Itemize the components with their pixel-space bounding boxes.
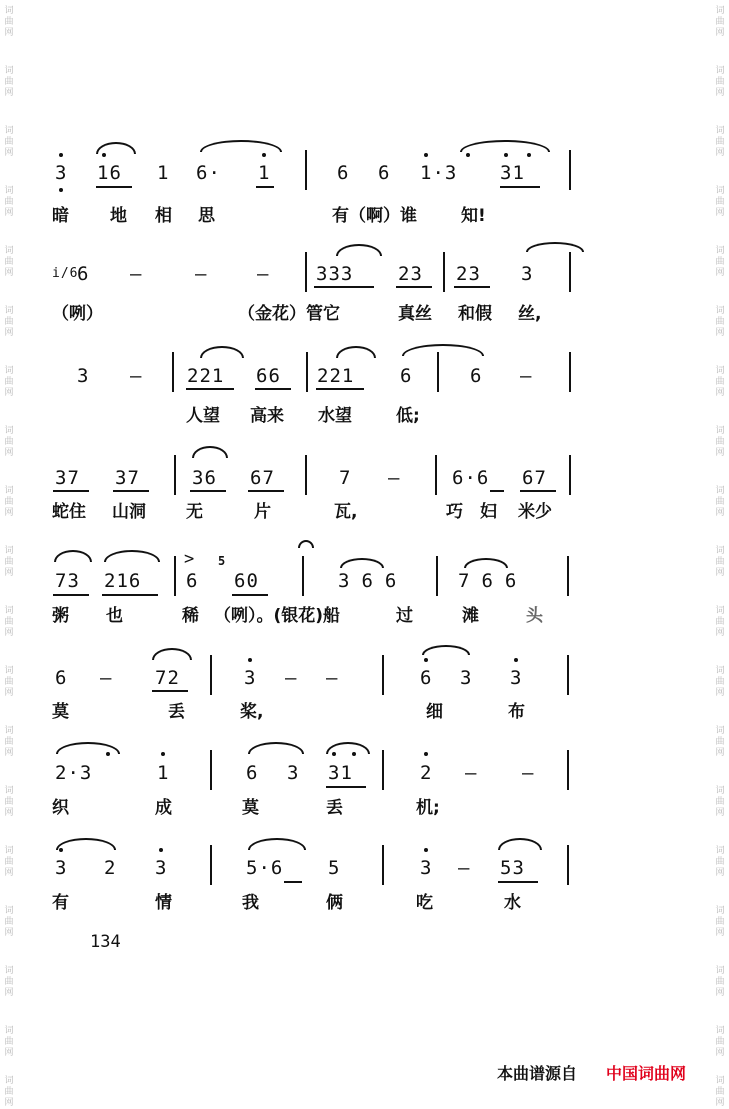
note: 67 xyxy=(250,467,275,489)
lyric: （咧）。(银花)船 xyxy=(214,606,341,626)
note: 3 xyxy=(460,667,473,689)
lyric: 暗 xyxy=(52,206,69,226)
watermark-text: 词曲网 xyxy=(715,846,725,878)
note: 3 xyxy=(55,162,68,184)
octave-dot xyxy=(248,658,252,662)
bar-line xyxy=(443,252,445,292)
bar-line xyxy=(172,352,174,392)
note: 3 xyxy=(55,857,68,879)
watermark-text: 词曲网 xyxy=(715,546,725,578)
note: 73 xyxy=(55,570,80,592)
octave-dot xyxy=(161,752,165,756)
dash: — xyxy=(388,467,401,489)
note: 6 xyxy=(400,365,413,387)
note: 5·6 xyxy=(246,857,284,879)
lyric: 水 xyxy=(504,893,521,913)
bar-line xyxy=(567,556,569,596)
bar-line xyxy=(437,352,439,392)
lyric: 水望 xyxy=(318,406,352,426)
lyric: 桨, xyxy=(240,702,264,722)
slur xyxy=(326,742,370,754)
bar-line xyxy=(382,655,384,695)
watermark-text: 词曲网 xyxy=(715,1026,725,1058)
watermark-text: 词曲网 xyxy=(715,726,725,758)
lyric: （金花）管它 xyxy=(238,304,340,324)
bar-line xyxy=(210,845,212,885)
dash: — xyxy=(130,263,143,285)
lyric: 机; xyxy=(416,798,440,818)
bar-line xyxy=(305,150,307,190)
octave-dot xyxy=(527,153,531,157)
slur xyxy=(56,742,120,754)
watermark-text: 词曲网 xyxy=(715,486,725,518)
lyric: 细 xyxy=(426,702,443,722)
lyric: 真丝 xyxy=(398,304,432,324)
rhythm-underline xyxy=(520,490,556,492)
watermark-text: 词曲网 xyxy=(715,186,725,218)
lyric: 丢 xyxy=(326,798,343,818)
watermark-text: 词曲网 xyxy=(4,306,14,338)
slur xyxy=(336,244,382,256)
octave-dot xyxy=(424,752,428,756)
bar-line xyxy=(567,655,569,695)
lyric: 蛇住 xyxy=(52,502,86,522)
lyric: 有 xyxy=(52,893,69,913)
footer-site-link[interactable]: 中国词曲网 xyxy=(606,1064,687,1083)
watermark-text: 词曲网 xyxy=(4,1076,14,1108)
note: 23 xyxy=(398,263,423,285)
slur xyxy=(248,742,304,754)
bar-line xyxy=(210,655,212,695)
slur xyxy=(340,558,384,568)
rhythm-underline xyxy=(396,286,432,288)
dash: — xyxy=(326,667,339,689)
rhythm-underline xyxy=(498,881,538,883)
lyric: 思 xyxy=(198,206,215,226)
lyric: 高来 xyxy=(250,406,284,426)
slur xyxy=(152,648,192,660)
note: 3 xyxy=(510,667,523,689)
watermark-text: 词曲网 xyxy=(4,966,14,998)
watermark-text: 词曲网 xyxy=(4,546,14,578)
watermark-text: 词曲网 xyxy=(715,666,725,698)
lyric: 和假 xyxy=(458,304,492,324)
octave-dot xyxy=(514,658,518,662)
note: 2 xyxy=(104,857,117,879)
octave-dot xyxy=(424,848,428,852)
lyric: 地 xyxy=(110,206,127,226)
rhythm-underline xyxy=(152,690,188,692)
note: 7 xyxy=(339,467,352,489)
rhythm-underline xyxy=(96,186,132,188)
note: 60 xyxy=(234,570,259,592)
lyric: 织 xyxy=(52,798,69,818)
note: 36 xyxy=(192,467,217,489)
slur xyxy=(526,242,584,252)
note: 31 xyxy=(328,762,353,784)
watermark-text: 词曲网 xyxy=(4,126,14,158)
note: 6 xyxy=(77,263,90,285)
note: 6 xyxy=(378,162,391,184)
dash: — xyxy=(458,857,471,879)
slur xyxy=(498,838,542,850)
watermark-text: 词曲网 xyxy=(4,726,14,758)
bar-line xyxy=(569,252,571,292)
slur xyxy=(336,346,376,358)
watermark-text: 词曲网 xyxy=(4,1026,14,1058)
bar-line xyxy=(567,845,569,885)
watermark-text: 词曲网 xyxy=(4,906,14,938)
lyric: 粥 xyxy=(52,606,69,626)
octave-dot xyxy=(262,153,266,157)
watermark-text: 词曲网 xyxy=(4,6,14,38)
note: 1 xyxy=(157,162,170,184)
bar-line xyxy=(306,352,308,392)
dash: — xyxy=(522,762,535,784)
page-number: 134 xyxy=(90,932,121,952)
note: 5 xyxy=(328,857,341,879)
lyric: （咧） xyxy=(52,304,103,324)
note: 67 xyxy=(522,467,547,489)
slur xyxy=(248,838,306,850)
slur xyxy=(96,142,136,154)
slur xyxy=(54,550,92,562)
lyric: 瓦, xyxy=(334,502,358,522)
watermark-column-right xyxy=(711,0,729,1109)
bar-line xyxy=(382,845,384,885)
rhythm-underline xyxy=(500,186,540,188)
rhythm-underline xyxy=(314,286,374,288)
watermark-text: 词曲网 xyxy=(715,306,725,338)
watermark-text: 词曲网 xyxy=(4,606,14,638)
octave-dot xyxy=(504,153,508,157)
slur xyxy=(402,344,484,356)
lyric: 滩 xyxy=(462,606,479,626)
note: 37 xyxy=(115,467,140,489)
watermark-text: 词曲网 xyxy=(4,186,14,218)
watermark-text: 词曲网 xyxy=(4,246,14,278)
lyric: 情 xyxy=(155,893,172,913)
rhythm-underline xyxy=(284,881,302,883)
note: 221 xyxy=(187,365,225,387)
note: 3 xyxy=(287,762,300,784)
watermark-text: 词曲网 xyxy=(715,786,725,818)
rhythm-underline xyxy=(53,594,89,596)
octave-dot xyxy=(59,188,63,192)
note: 53 xyxy=(500,857,525,879)
bar-line xyxy=(436,556,438,596)
watermark-text: 词曲网 xyxy=(715,606,725,638)
note: 216 xyxy=(104,570,142,592)
slur xyxy=(200,346,244,358)
note: 3 xyxy=(420,857,433,879)
slur xyxy=(422,645,470,655)
lyric: 布 xyxy=(508,702,525,722)
watermark-text: 词曲网 xyxy=(715,366,725,398)
note: 3 xyxy=(155,857,168,879)
rhythm-underline xyxy=(248,490,284,492)
rhythm-underline xyxy=(53,490,89,492)
lyric: 丢 xyxy=(168,702,185,722)
grace-note: i/6 xyxy=(52,266,79,281)
note: 6· xyxy=(196,162,221,184)
note: 6·6 xyxy=(452,467,490,489)
lyric: 丝, xyxy=(518,304,542,324)
lyric: 妇 xyxy=(480,502,497,522)
bar-line xyxy=(567,750,569,790)
dash: — xyxy=(285,667,298,689)
octave-dot xyxy=(424,153,428,157)
octave-dot xyxy=(159,848,163,852)
note: 3 xyxy=(244,667,257,689)
rhythm-underline xyxy=(232,594,268,596)
note: 16 xyxy=(97,162,122,184)
note: 366 xyxy=(338,570,409,592)
bar-line xyxy=(569,455,571,495)
accent-mark: > xyxy=(184,549,196,569)
watermark-text: 词曲网 xyxy=(715,6,725,38)
note: 72 xyxy=(155,667,180,689)
octave-dot xyxy=(424,658,428,662)
note: 66 xyxy=(256,365,281,387)
lyric: 俩 xyxy=(326,893,343,913)
note: 1 xyxy=(258,162,271,184)
note: 6 xyxy=(470,365,483,387)
watermark-text: 词曲网 xyxy=(715,246,725,278)
note: 23 xyxy=(456,263,481,285)
dash: — xyxy=(520,365,533,387)
watermark-text: 词曲网 xyxy=(4,786,14,818)
lyric: 有（啊）谁 xyxy=(332,206,417,226)
note: 221 xyxy=(317,365,355,387)
rhythm-underline xyxy=(186,388,234,390)
note: 6 xyxy=(186,570,199,592)
lyric: 吃 xyxy=(416,893,433,913)
bar-line xyxy=(435,455,437,495)
watermark-text: 词曲网 xyxy=(715,426,725,458)
bar-line xyxy=(305,455,307,495)
bar-line xyxy=(174,556,176,596)
lyric: 莫 xyxy=(52,702,69,722)
lyric: 相 xyxy=(155,206,172,226)
lyric: 过 xyxy=(396,606,413,626)
slur xyxy=(104,550,160,562)
note: 6 xyxy=(420,667,433,689)
dash: — xyxy=(257,263,270,285)
rhythm-underline xyxy=(102,594,158,596)
watermark-text: 词曲网 xyxy=(4,366,14,398)
lyric: 山洞 xyxy=(112,502,146,522)
lyric: 莫 xyxy=(242,798,259,818)
lyric: 成 xyxy=(155,798,172,818)
slur xyxy=(460,140,550,152)
bar-line xyxy=(382,750,384,790)
watermark-text: 词曲网 xyxy=(4,666,14,698)
watermark-text: 词曲网 xyxy=(4,66,14,98)
watermark-text: 词曲网 xyxy=(715,966,725,998)
slur xyxy=(56,838,116,850)
lyric: 头 xyxy=(526,606,543,626)
lyric: 片 xyxy=(254,502,271,522)
note: 2·3 xyxy=(55,762,93,784)
rhythm-underline xyxy=(326,786,366,788)
watermark-text: 词曲网 xyxy=(715,66,725,98)
footer-source-label: 本曲谱源自 xyxy=(497,1064,578,1083)
watermark-text: 词曲网 xyxy=(4,486,14,518)
lyric: 也 xyxy=(106,606,123,626)
rhythm-underline xyxy=(490,490,504,492)
slur xyxy=(464,558,508,568)
rhythm-underline xyxy=(454,286,490,288)
slur xyxy=(200,140,282,152)
note: 6 xyxy=(337,162,350,184)
rhythm-underline xyxy=(255,388,291,390)
grace-note: 5 xyxy=(218,554,227,568)
watermark-text: 词曲网 xyxy=(4,846,14,878)
bar-line xyxy=(210,750,212,790)
lyric: 人望 xyxy=(186,406,220,426)
bar-line xyxy=(569,352,571,392)
lyric: 无 xyxy=(186,502,203,522)
slur xyxy=(192,446,228,458)
lyric: 巧 xyxy=(446,502,463,522)
bar-line xyxy=(302,556,304,596)
fermata xyxy=(298,540,314,548)
lyric: 我 xyxy=(242,893,259,913)
note: 31 xyxy=(500,162,525,184)
dash: — xyxy=(130,365,143,387)
note: 1·3 xyxy=(420,162,458,184)
watermark-column-left xyxy=(0,0,18,1109)
note: 3 xyxy=(521,263,534,285)
dash: — xyxy=(195,263,208,285)
octave-dot xyxy=(59,153,63,157)
watermark-text: 词曲网 xyxy=(715,906,725,938)
bar-line xyxy=(305,252,307,292)
note: 766 xyxy=(458,570,529,592)
bar-line xyxy=(569,150,571,190)
note: 333 xyxy=(316,263,354,285)
note: 37 xyxy=(55,467,80,489)
watermark-text: 词曲网 xyxy=(715,126,725,158)
bar-line xyxy=(174,455,176,495)
dash: — xyxy=(465,762,478,784)
note: 6 xyxy=(55,667,68,689)
lyric: 米少 xyxy=(518,502,552,522)
lyric: 稀 xyxy=(182,606,199,626)
rhythm-underline xyxy=(256,186,274,188)
rhythm-underline xyxy=(316,388,364,390)
lyric: 低; xyxy=(396,406,420,426)
watermark-text: 词曲网 xyxy=(715,1076,725,1108)
note: 6 xyxy=(246,762,259,784)
note: 1 xyxy=(157,762,170,784)
dash: — xyxy=(100,667,113,689)
watermark-text: 词曲网 xyxy=(4,426,14,458)
note: 2 xyxy=(420,762,433,784)
octave-dot xyxy=(466,153,470,157)
rhythm-underline xyxy=(113,490,149,492)
note: 3 xyxy=(77,365,90,387)
lyric: 知! xyxy=(461,206,486,226)
rhythm-underline xyxy=(190,490,226,492)
